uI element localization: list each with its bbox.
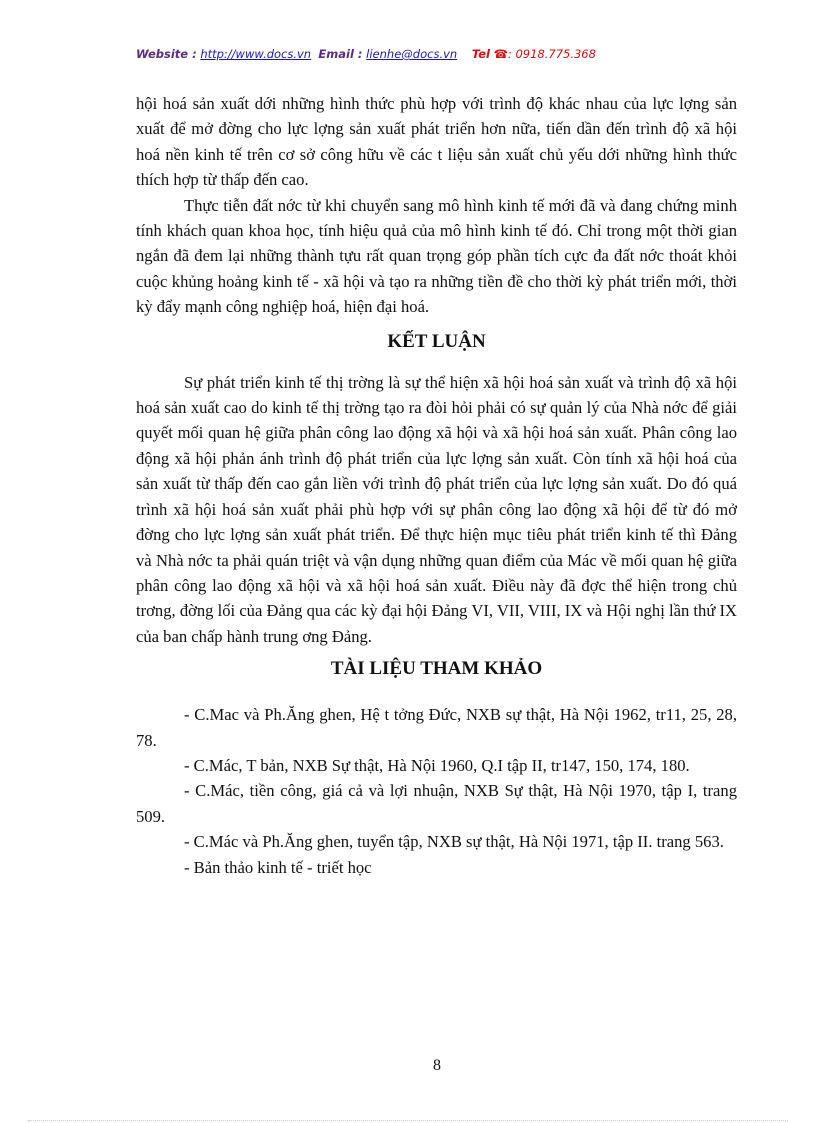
- paragraph: Sự phát triển kinh tế thị trờng là sự thể hiện xã hội hoá sản xuất và trình độ xã hội hoá sản xuất cao do kinh tế thị trờng tạo ra đòi hỏi phải có sự quản lý của Nhà nớc để giải quyết mối quan hệ giữa phân công lao động xã hội và xã hội hoá sản xuất. Phân công lao động xã hội phản ánh trình độ phát triển của lực lợng sản xuất. Còn tính xã hội hoá của sản xuất từ thấp đến cao gắn liền với trình độ phát triển của lực lợng sản xuất. Do đó quá trình xã hội hoá sản xuất phải phù hợp với sự phân công lao động xã hội để từ đó mở đờng cho lực lợng sản xuất phát triển. Để thực hiện mục tiêu phát triển kinh tế thì Đảng và Nhà nớc ta phải quán triệt và vận dụng những quan điểm của Mác về mối quan hệ giữa phân công lao động xã hội và xã hội hoá sản xuất. Điều này đã đợc thể hiện trong chủ trơng, đờng lối của Đảng qua các kỳ đại hội Đảng VI, VII, VIII, IX và Hội nghị lần thứ IX của ban chấp hành trung ơng Đảng.: [136, 372, 737, 646]
- phone-icon: ☎: [493, 47, 508, 61]
- references-heading: TÀI LIỆU THAM KHẢO: [330, 658, 543, 680]
- reference-item: - C.Mác, T bản, NXB Sự thật, Hà Nội 1960, Q.I tập II, tr147, 150, 174, 180.: [184, 755, 690, 775]
- reference-item: - C.Mác và Ph.Ăng ghen, tuyển tập, NXB sự thật, Hà Nội 1971, tập II. trang 563.: [184, 832, 724, 852]
- website-label: Website :: [136, 47, 197, 61]
- website-link[interactable]: http://www.docs.vn: [200, 47, 312, 61]
- page-number: 8: [433, 1057, 441, 1074]
- reference-item: - Bản thảo kinh tế - triết học: [184, 857, 372, 877]
- page-bottom-divider: [28, 1120, 788, 1121]
- site-header: [136, 47, 736, 61]
- conclusion-heading: KẾT LUẬN: [387, 330, 486, 352]
- tel-number: : 0918.775.368: [507, 47, 596, 61]
- tel-label: Tel: [471, 47, 490, 61]
- paragraph: hội hoá sản xuất dới những hình thức phù hợp với trình độ khác nhau của lực lợng sản xuất để mở đờng cho lực lợng sản xuất phát triển hơn nữa, tiến dần đến trình độ xã hội hoá nền kinh tế trên cơ sở công hữu về các t liệu sản xuất chủ yếu dới những hình thức thích hợp từ thấp đến cao.: [136, 94, 737, 190]
- email-link[interactable]: lienhe@docs.vn: [366, 47, 458, 61]
- document-body: [136, 91, 737, 880]
- email-label: Email :: [318, 47, 363, 61]
- paragraph: Thực tiễn đất nớc từ khi chuyển sang mô hình kinh tế mới đã và đang chứng minh tính khách quan khoa học, tính hiệu quả của mô hình kinh tế đó. Chỉ trong một thời gian ngắn đã đem lại những thành tựu rất quan trọng góp phần tích cực đa đất nớc thoát khỏi cuộc khủng hoảng kinh tế - xã hội và tạo ra những tiền đề cho thời kỳ phát triển mới, thời kỳ đẩy mạnh công nghiệp hoá, hiện đại hoá.: [136, 195, 737, 317]
- reference-item: - C.Mác, tiền công, giá cả và lợi nhuận, NXB Sự thật, Hà Nội 1970, tập I, trang 509.: [136, 781, 737, 826]
- reference-item: - C.Mac và Ph.Ăng ghen, Hệ t tởng Đức, NXB sự thật, Hà Nội 1962, tr11, 25, 28, 78.: [136, 705, 737, 750]
